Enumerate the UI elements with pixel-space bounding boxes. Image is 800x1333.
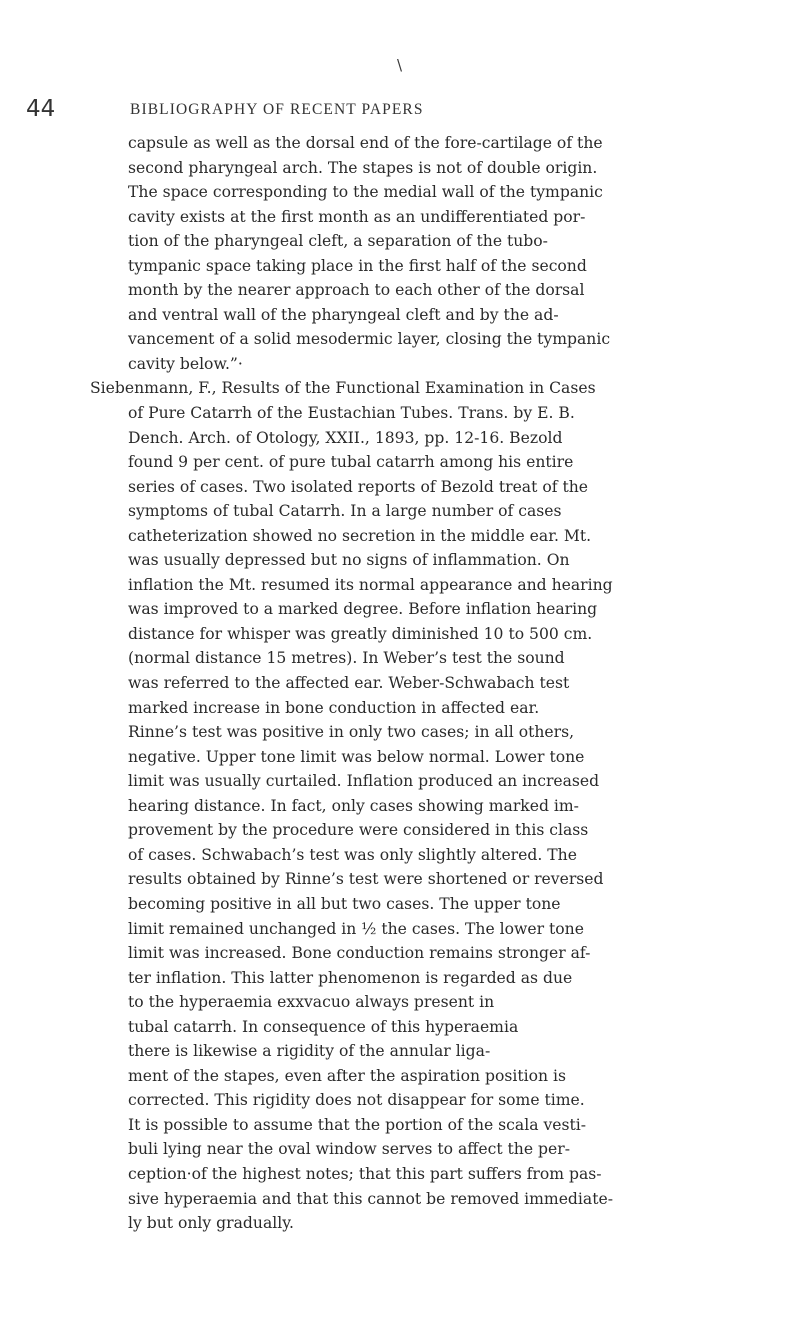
text-line: sive hyperaemia and that this cannot be removed immediate- [128, 1189, 613, 1208]
text-line: hearing distance. In fact, only cases showing marked im- [128, 796, 579, 815]
text-line: distance for whisper was greatly diminished 10 to 500 cm. [128, 624, 593, 643]
page-number: 44 [26, 96, 56, 122]
text-line: of cases. Schwabach’s test was only slightly altered. The [128, 845, 577, 864]
text-line: cavity exists at the first month as an undifferentiated por- [128, 207, 586, 226]
text-line: symptoms of tubal Catarrh. In a large number of cases [128, 502, 562, 521]
page-mark: \ [397, 56, 403, 74]
text-line: limit was usually curtailed. Inflation produced an increased [128, 772, 600, 791]
text-line: tubal catarrh. In consequence of this hyperaemia [128, 1017, 519, 1036]
text-line: Rinne’s test was positive in only two cases; in all others, [128, 723, 575, 742]
text-line: second pharyngeal arch. The stapes is not of double origin. [128, 158, 598, 177]
text-line: cavity below.”· [128, 354, 243, 373]
text-line: there is likewise a rigidity of the annular liga- [128, 1042, 491, 1061]
text-line: limit remained unchanged in ½ the cases. The lower tone [128, 919, 584, 938]
text-line: results obtained by Rinne’s test were shortened or reversed [128, 870, 604, 889]
text-line: month by the nearer approach to each other of the dorsal [128, 281, 585, 300]
body-text [90, 131, 720, 1236]
text-line: series of cases. Two isolated reports of Bezold treat of the [128, 477, 588, 496]
text-line: The space corresponding to the medial wall of the tympanic [128, 183, 603, 202]
text-line: tympanic space taking place in the first half of the second [128, 256, 587, 275]
text-line: ception·of the highest notes; that this part suffers from pas- [128, 1164, 602, 1183]
text-line: inflation the Mt. resumed its normal appearance and hearing [128, 575, 613, 594]
text-line: ment of the stapes, even after the aspiration position is [128, 1066, 566, 1085]
entry-first-line: Siebenmann, F., Results of the Functional Examination in Cases [90, 379, 596, 398]
text-line: tion of the pharyngeal cleft, a separation of the tubo- [128, 232, 548, 251]
text-line: Dench. Arch. of Otology, XXII., 1893, pp. 12-16. Bezold [128, 428, 563, 447]
text-line: and ventral wall of the pharyngeal cleft and by the ad- [128, 305, 559, 324]
text-line: ly but only gradually. [128, 1214, 294, 1233]
text-line: was improved to a marked degree. Before inflation hearing [128, 600, 598, 619]
running-head: BIBLIOGRAPHY OF RECENT PAPERS [130, 101, 424, 118]
text-line: capsule as well as the dorsal end of the fore-cartilage of the [128, 134, 603, 152]
text-line: was usually depressed but no signs of inflammation. On [128, 551, 570, 570]
text-line: found 9 per cent. of pure tubal catarrh among his entire [128, 453, 574, 472]
text-line: limit was increased. Bone conduction remains stronger af- [128, 944, 591, 963]
text-line: buli lying near the oval window serves to affect the per- [128, 1140, 570, 1159]
text-line: of Pure Catarrh of the Eustachian Tubes. Trans. by E. B. [128, 404, 575, 423]
text-line: It is possible to assume that the portion of the scala vesti- [128, 1115, 587, 1134]
text-line: vancement of a solid mesodermic layer, closing the tympanic [128, 330, 611, 349]
text-line: (normal distance 15 metres). In Weber’s test the sound [128, 649, 565, 668]
text-line: provement by the procedure were considered in this class [128, 821, 589, 840]
text-line: was referred to the affected ear. Weber-Schwabach test [128, 674, 570, 693]
text-line: to the hyperaemia exxvacuo always present in [128, 993, 495, 1012]
text-line: ter inflation. This latter phenomenon is regarded as due [128, 968, 573, 987]
text-line: corrected. This rigidity does not disappear for some time. [128, 1091, 585, 1110]
text-line: negative. Upper tone limit was below normal. Lower tone [128, 747, 585, 766]
text-line: becoming positive in all but two cases. The upper tone [128, 894, 561, 913]
text-line: marked increase in bone conduction in affected ear. [128, 698, 540, 717]
text-line: catheterization showed no secretion in the middle ear. Mt. [128, 526, 592, 545]
